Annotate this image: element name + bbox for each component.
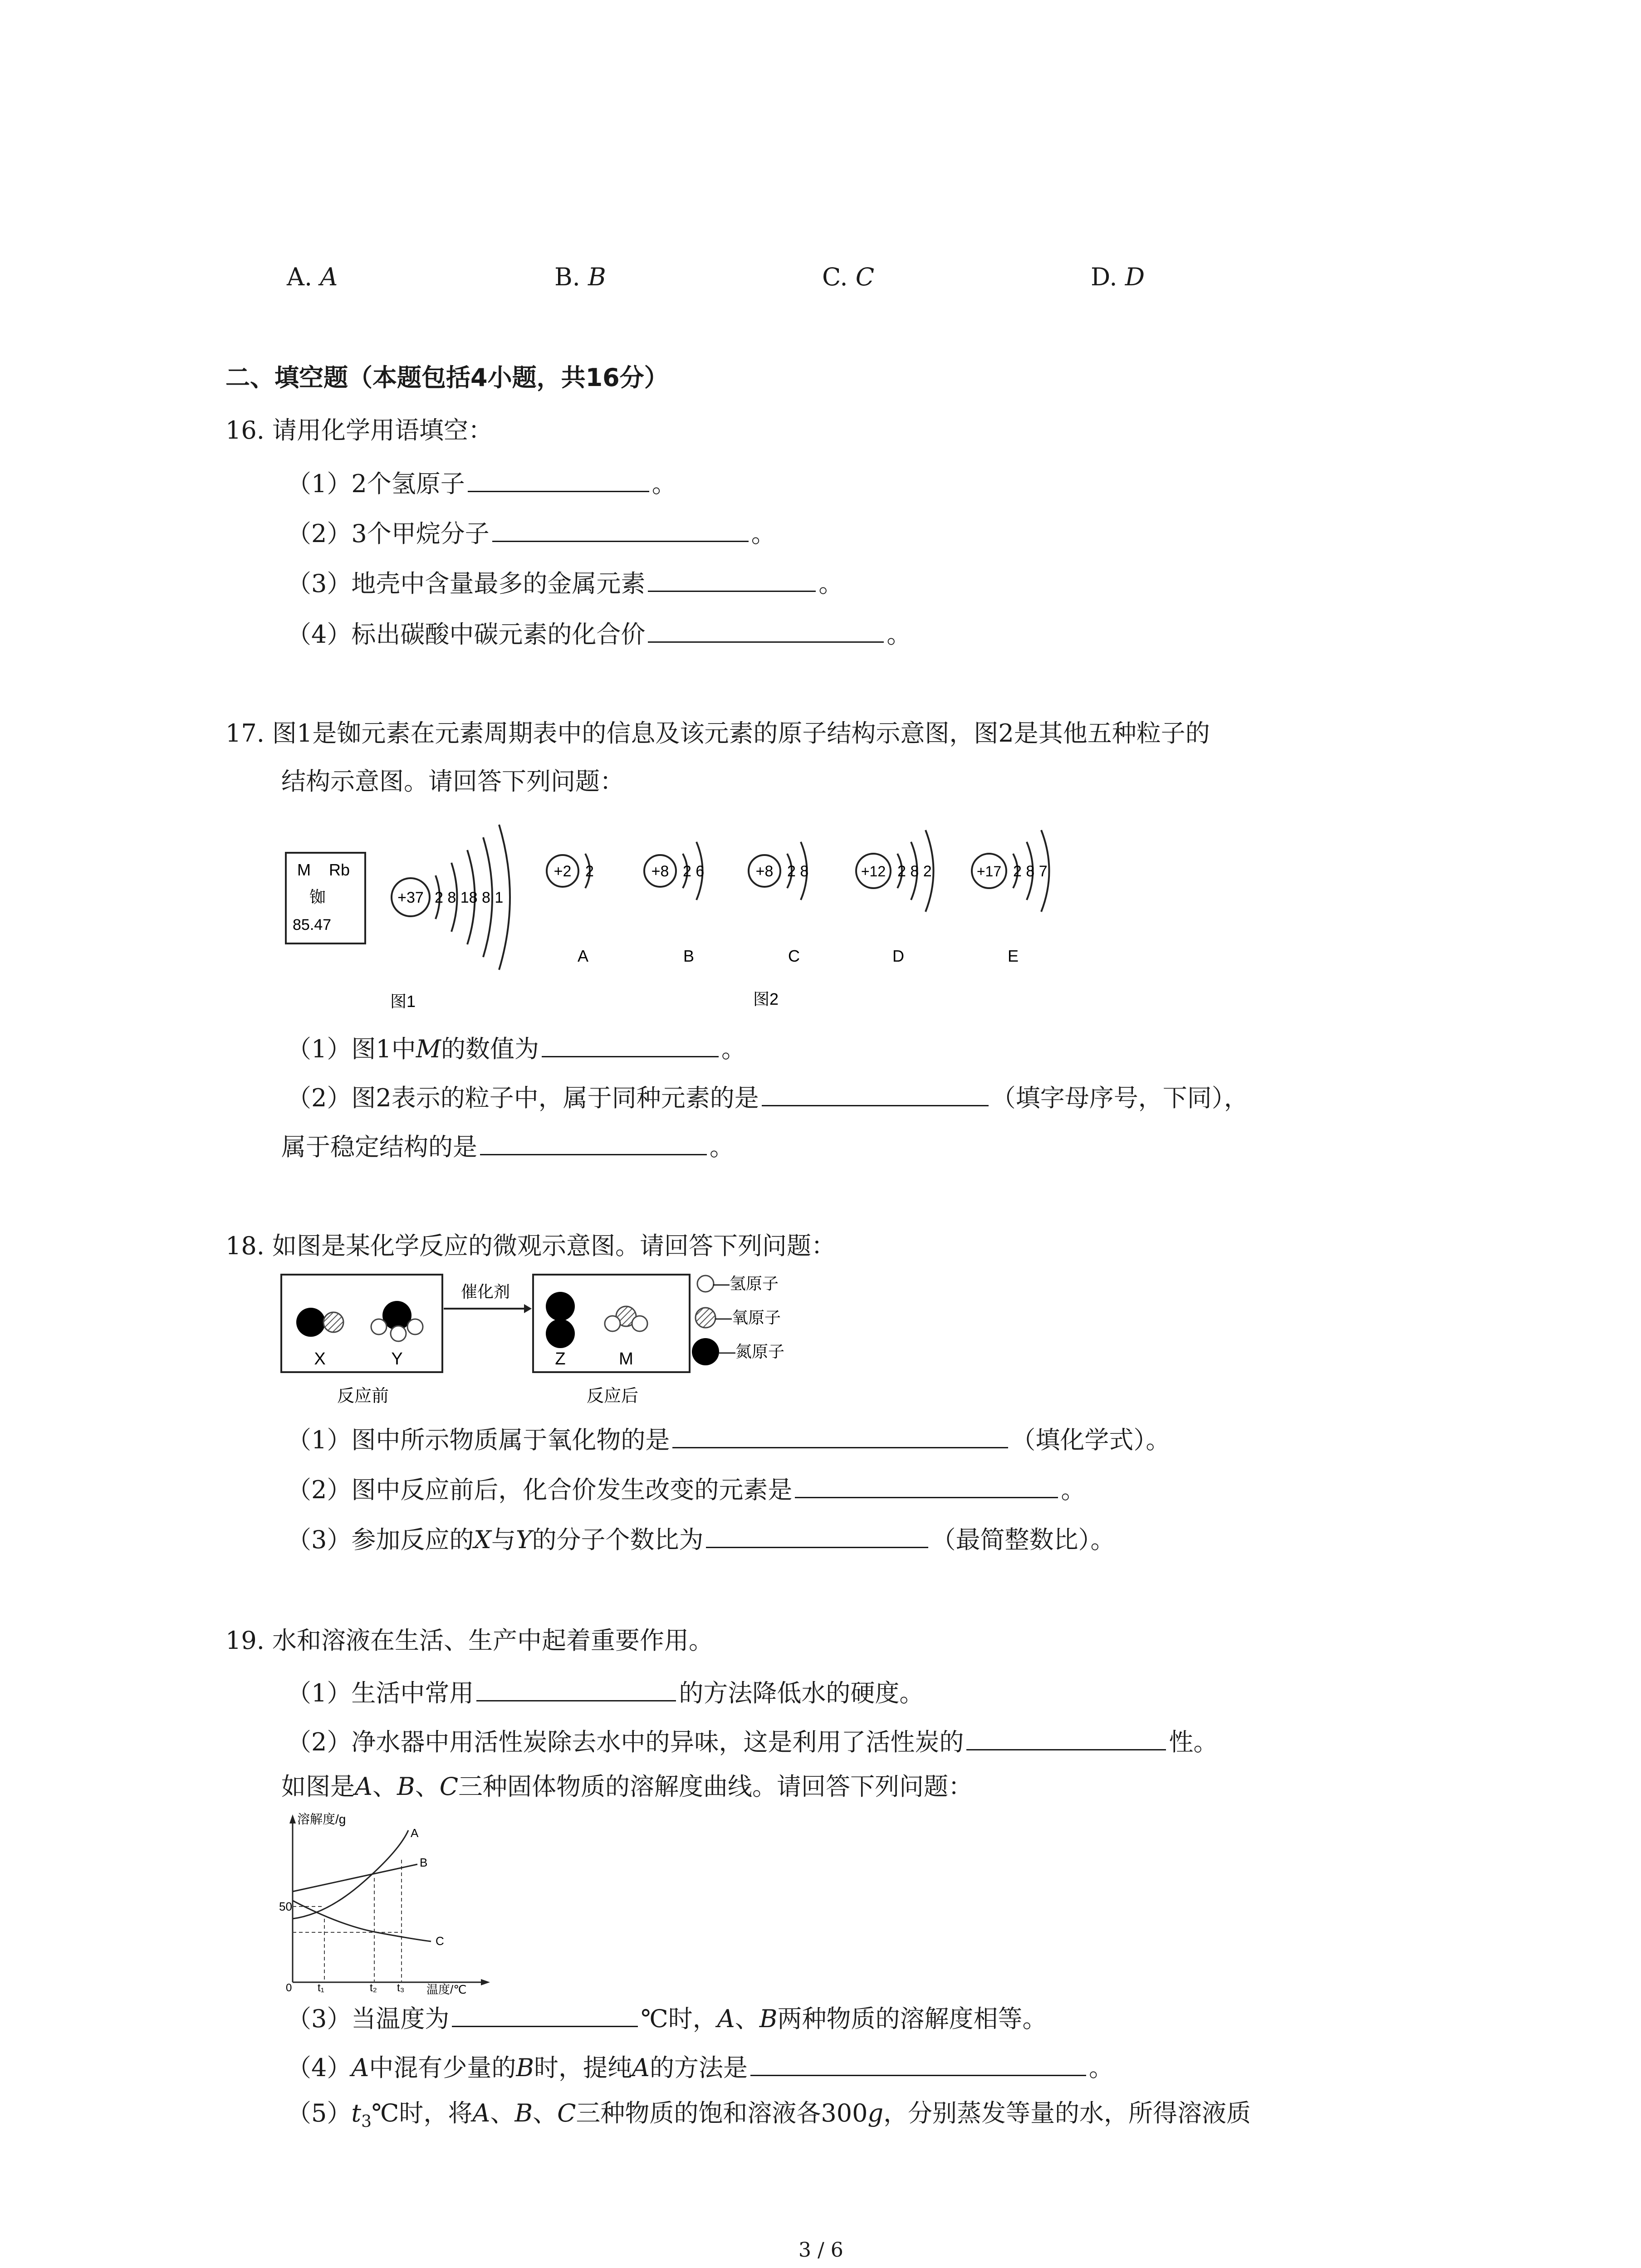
q16-part4 [287,619,911,647]
rb-nucleus-charge: +37 [397,889,424,906]
particle-a-charge: +2 [554,863,572,880]
text: （2）净水器中用活性炭除去水中的异味，这是利用了活性炭的 [287,1728,964,1756]
answer-blank[interactable] [476,1677,676,1701]
element-symbol: Rb [329,860,350,879]
fig1-label: 图1 [390,992,416,1011]
element-name: 铷 [309,888,326,906]
element-mass: 85.47 [293,916,332,934]
x-axis-label: 温度/℃ [426,1983,467,1996]
particle-c-electrons: 2 8 [787,863,809,880]
q18-part1 [287,1424,1170,1452]
h-atom [605,1316,620,1331]
text: （填字母序号，下同）， [991,1084,1249,1112]
legend-o-icon [696,1308,715,1328]
x-tick-t1: t₁ [318,1982,324,1994]
series-a-label: A [411,1826,419,1840]
particle-d-electrons: 2 8 2 [897,863,932,880]
answer-blank[interactable] [542,1033,719,1057]
text: A [717,2004,735,2033]
h-atom [632,1316,647,1331]
text: 中混有少量的 [369,2053,516,2082]
h-atom [407,1319,423,1334]
answer-blank[interactable] [492,518,749,542]
choice-value: D [1125,263,1145,291]
answer-blank[interactable] [468,468,649,492]
text: 的数值为 [441,1035,539,1063]
choice-a[interactable] [287,265,338,289]
choice-b[interactable] [554,265,606,289]
answer-blank[interactable] [480,1131,707,1155]
choice-letter: D. [1091,263,1117,291]
choice-c[interactable] [822,265,874,289]
text: X [474,1525,491,1554]
text: （最简整数比）。 [931,1525,1115,1554]
solubility-chart [272,1810,508,1996]
text: （4） [287,2053,352,2082]
text: B [397,1772,415,1801]
text: （1）图1中 [287,1035,416,1063]
text: 三种固体物质的溶解度曲线。请回答下列问题： [458,1772,973,1801]
choice-letter: A. [287,263,313,291]
particle-a-label: A [577,947,589,965]
particle-b-charge: +8 [651,863,669,880]
text: 两种物质的溶解度相等。 [777,2004,1047,2033]
label-y: Y [391,1349,403,1369]
text: B [516,2053,534,2082]
answer-blank[interactable] [966,1726,1166,1750]
y-axis-label: 溶解度/g [297,1812,346,1826]
text: A [351,2053,369,2082]
label-x: X [314,1349,326,1369]
text: 与 [491,1525,516,1554]
q19-part5 [287,2101,1251,2130]
particle-c-label: C [788,947,800,965]
text: 的方法降低水的硬度。 [679,1679,924,1707]
text: 、 [490,2099,515,2127]
text: （3）地壳中含量最多的金属元素 [287,569,646,598]
answer-blank[interactable] [706,1524,928,1548]
text: ℃时， [641,2004,717,2033]
q18-part2 [287,1474,1085,1502]
section-title: 二、填空题（本题包括4小题，共16分） [225,363,669,392]
text: （3）参加反应的 [287,1525,474,1554]
text: t [351,2099,362,2127]
text: ，分别蒸发等量的水，所得溶液质 [883,2099,1251,2127]
choice-d[interactable] [1091,265,1145,289]
choice-value: A [320,263,338,291]
particle-e-electrons: 2 8 7 [1013,863,1048,880]
label-m: M [619,1349,633,1369]
q19-intro [281,1774,973,1799]
curve-b [293,1864,417,1892]
text: 。 [818,569,843,598]
particle-b-label: B [683,947,695,965]
answer-blank[interactable] [795,1474,1058,1498]
q19-part4 [287,2052,1113,2080]
legend-h: —氢原子 [713,1274,779,1293]
text: 。 [710,1133,734,1161]
y-tick-50: 50 [279,1900,292,1913]
particle-d-charge: +12 [861,863,886,880]
text: 、 [735,2004,759,2033]
arrow-head [524,1304,532,1313]
text: 属于稳定结构的是 [281,1133,477,1161]
particle-c-charge: +8 [755,863,774,880]
text: 、 [372,1772,397,1801]
text: ℃时，将 [371,2099,473,2127]
text: 。 [887,620,911,649]
text: 的方法是 [650,2053,748,2082]
n-atom [546,1292,575,1321]
x-tick-t2: t₂ [370,1982,377,1994]
reaction-diagram [277,1266,821,1411]
answer-blank[interactable] [750,2052,1086,2076]
answer-blank[interactable] [672,1424,1008,1448]
choice-letter: C. [822,263,848,291]
q17-part1 [287,1033,746,1061]
q16-stem: 16. 请用化学用语填空： [225,416,493,445]
text: 。 [721,1035,746,1063]
choice-letter: B. [554,263,580,291]
legend-n: —氮原子 [719,1342,785,1361]
o-atom [323,1312,343,1332]
text: C [439,1772,459,1801]
text: 的分子个数比为 [532,1525,704,1554]
x-tick-0: 0 [286,1982,292,1994]
answer-blank[interactable] [648,568,816,592]
legend-h-icon [697,1276,714,1292]
text: （4）标出碳酸中碳元素的化合价 [287,620,646,649]
text: 。 [1089,2053,1114,2082]
text: B [759,2004,778,2033]
text: 性。 [1169,1728,1218,1756]
text: g [867,2099,884,2127]
q19-part3 [287,2003,1047,2031]
q17-stem-line1: 17. 图1是铷元素在元素周期表中的信息及该元素的原子结构示意图，图2是其他五种粒子的 [225,719,1210,748]
text: （2）图2表示的粒子中，属于同种元素的是 [287,1084,759,1112]
label-z: Z [555,1349,566,1369]
q18-stem: 18. 如图是某化学反应的微观示意图。请回答下列问题： [225,1232,836,1260]
text: （2）图中反应前后，化合价发生改变的元素是 [287,1476,793,1504]
choice-value: C [855,263,875,291]
q16-part3 [287,568,843,596]
text: （1）2个氢原子 [287,469,465,498]
q17-stem-line2: 结构示意图。请回答下列问题： [281,767,624,796]
particle-b-electrons: 2 6 [683,863,705,880]
element-m: M [297,860,311,879]
text: Y [515,1525,532,1554]
particle-a-electrons: 2 [585,863,594,880]
q16-part2 [287,518,776,546]
q19-stem: 19. 水和溶液在生活、生产中起着重要作用。 [225,1626,714,1655]
h-atom [391,1326,406,1341]
q18-part3 [287,1524,1115,1552]
answer-blank[interactable] [452,2003,638,2027]
q17-part2-cont [281,1131,734,1159]
text: 。 [751,519,776,548]
x-axis-arrow [481,1979,490,1985]
before-label: 反应前 [337,1387,389,1406]
series-c-label: C [436,1934,444,1948]
text: 、 [415,1772,440,1801]
x-tick-t3: t₃ [397,1982,405,1994]
choice-value: B [588,263,606,291]
curve-a [293,1830,408,1919]
n-atom [296,1308,325,1337]
q19-part2 [287,1726,1218,1755]
fig2-label: 图2 [753,990,779,1008]
text: 时，提纯 [534,2053,632,2082]
text: （5） [287,2099,352,2127]
page-number: 3 / 6 [798,2239,843,2262]
q16-part1 [287,468,676,496]
text: 、 [533,2099,558,2127]
text: B [514,2099,533,2127]
legend-o: —氧原子 [715,1308,781,1327]
text: M [416,1035,441,1063]
q19-part1 [287,1677,924,1706]
q17-part2 [287,1082,1249,1110]
text: （1）图中所示物质属于氧化物的是 [287,1426,670,1454]
text: 。 [1061,1476,1086,1504]
text: （填化学式）。 [1011,1426,1171,1454]
text: A [355,1772,372,1801]
h-atom [371,1319,387,1334]
text: 3 [361,2112,372,2131]
after-label: 反应后 [586,1387,639,1406]
legend-n-icon [692,1338,719,1365]
series-b-label: B [420,1856,428,1869]
particle-e-charge: +17 [976,863,1002,880]
y-axis-arrow [289,1814,296,1823]
answer-blank[interactable] [762,1082,989,1106]
text: （3）当温度为 [287,2004,450,2033]
text: 如图是 [281,1772,355,1801]
answer-blank[interactable] [648,619,884,643]
text: A [472,2099,490,2127]
particle-e-label: E [1007,947,1019,965]
atomic-structure-figure [272,812,1098,1021]
text: （1）生活中常用 [287,1679,474,1707]
catalyst-label: 催化剂 [460,1282,510,1301]
text: 。 [652,469,676,498]
n-atom [546,1319,575,1348]
text: C [557,2099,576,2127]
text: （2）3个甲烷分子 [287,519,490,548]
text: 三种物质的饱和溶液各300 [576,2099,868,2127]
rb-electron-counts: 2 8 18 8 1 [435,889,504,906]
particle-d-label: D [892,947,904,965]
text: A [632,2053,650,2082]
